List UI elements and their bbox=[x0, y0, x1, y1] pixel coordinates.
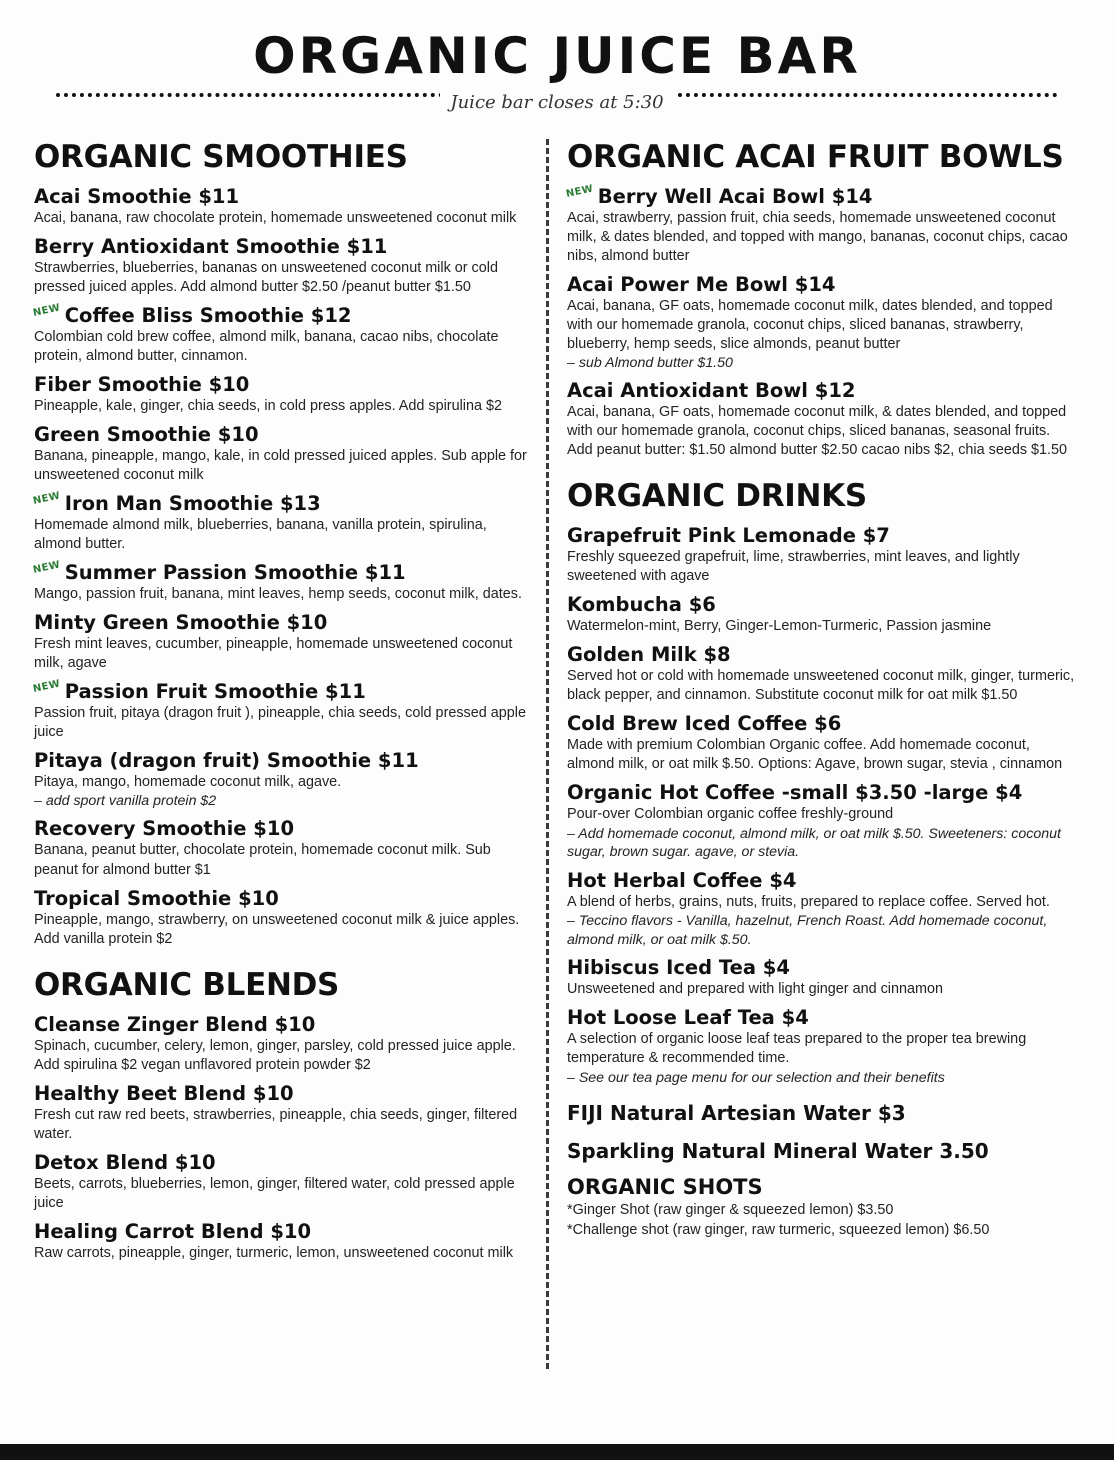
menu-item bbox=[567, 273, 1075, 373]
item-description: Homemade almond milk, blueberries, banana, vanilla protein, spirulina, almond butter. bbox=[34, 516, 487, 552]
item-description: Acai, banana, GF oats, homemade coconut milk, & dates blended, and topped with our homemade granola, coconut chips, sliced bananas, seasonal fruits. Add peanut butter: $1.50 almond butter $2.50 cacao nibs $2, chia seeds $1.50 bbox=[567, 404, 1068, 459]
menu-item bbox=[34, 235, 528, 297]
new-badge-icon: NEW bbox=[32, 302, 62, 320]
item-description: Pitaya, mango, homemade coconut milk, agave. bbox=[34, 773, 342, 790]
menu-item bbox=[567, 956, 1075, 999]
closing-time-note: Juice bar closes at 5:30 bbox=[440, 92, 673, 113]
new-badge-icon: NEW bbox=[32, 559, 62, 577]
footer-bar bbox=[0, 1444, 1114, 1460]
new-badge-icon: NEW bbox=[32, 490, 62, 508]
item-description: Fresh mint leaves, cucumber, pineapple, homemade unsweetened coconut milk, agave bbox=[34, 635, 513, 671]
left-column bbox=[34, 139, 546, 1270]
shot-line: *Ginger Shot (raw ginger & squeezed lemon) $3.50 bbox=[567, 1202, 894, 1219]
menu-item-sparkling-water: Sparkling Natural Mineral Water 3.50 bbox=[567, 1139, 989, 1164]
item-description: Passion fruit, pitaya (dragon fruit ), pineapple, chia seeds, cold pressed apple juice bbox=[34, 704, 526, 740]
item-name: Healthy Beet Blend $10 bbox=[34, 1081, 294, 1105]
right-column bbox=[563, 139, 1075, 1241]
item-name: Minty Green Smoothie $10 bbox=[34, 610, 328, 634]
menu-item bbox=[34, 373, 528, 416]
item-name: Grapefruit Pink Lemonade $7 bbox=[567, 524, 890, 548]
item-name: Berry Antioxidant Smoothie $11 bbox=[34, 234, 388, 258]
item-description: Unsweetened and prepared with light ginger and cinnamon bbox=[567, 981, 944, 998]
item-note: – See our tea page menu for our selection and their benefits bbox=[567, 1069, 945, 1086]
item-name-text: Summer Passion Smoothie $11 bbox=[64, 560, 406, 584]
item-description: Fresh cut raw red beets, strawberries, pineapple, chia seeds, ginger, filtered water. bbox=[34, 1106, 518, 1142]
item-description: Spinach, cucumber, celery, lemon, ginger, parsley, cold pressed juice apple. Add spirulina $2 vegan unflavored protein powder $2 bbox=[34, 1037, 516, 1073]
menu-item-fiji-water: FIJI Natural Artesian Water $3 bbox=[567, 1101, 906, 1126]
item-note: – Teccino flavors - Vanilla, hazelnut, French Roast. Add homemade coconut, almond milk, or oat milk $.50. bbox=[567, 912, 1048, 948]
item-description: Colombian cold brew coffee, almond milk, banana, cacao nibs, chocolate protein, almond butter, cinnamon. bbox=[34, 328, 499, 364]
menu-item bbox=[34, 561, 528, 604]
item-description: A blend of herbs, grains, nuts, fruits, prepared to replace coffee. Served hot. bbox=[567, 893, 1050, 910]
item-name: Organic Hot Coffee -small $3.50 -large $4 bbox=[567, 781, 1023, 805]
item-name bbox=[34, 304, 528, 327]
menu-item bbox=[34, 887, 528, 949]
item-name bbox=[567, 185, 1075, 208]
menu-item bbox=[567, 379, 1075, 460]
blends-list bbox=[34, 1013, 528, 1263]
item-name bbox=[34, 561, 528, 584]
shot-line: *Challenge shot (raw ginger, raw turmeric, squeezed lemon) $6.50 bbox=[567, 1221, 990, 1238]
item-name-text: Passion Fruit Smoothie $11 bbox=[64, 679, 366, 703]
item-name: Kombucha $6 bbox=[567, 593, 716, 617]
item-description: Acai, strawberry, passion fruit, chia seeds, homemade unsweetened coconut milk, & dates blended, and topped with mango, bananas, coconut chips, cacao nibs, almond butter bbox=[567, 209, 1068, 264]
item-name bbox=[34, 492, 528, 515]
menu-item bbox=[34, 185, 528, 228]
item-name: Hibiscus Iced Tea $4 bbox=[567, 956, 790, 980]
menu-item bbox=[567, 781, 1075, 861]
item-description: Strawberries, blueberries, bananas on unsweetened coconut milk or cold pressed juiced apples. Add almond butter $2.50 /peanut butter $1.50 bbox=[34, 259, 498, 295]
acai-bowls-list bbox=[567, 185, 1075, 461]
menu-item bbox=[567, 712, 1075, 774]
smoothies-list bbox=[34, 185, 528, 949]
section-title-shots: ORGANIC SHOTS bbox=[567, 1175, 763, 1200]
menu-header bbox=[0, 0, 1114, 115]
menu-columns bbox=[34, 139, 1080, 1369]
menu-item bbox=[567, 185, 1075, 266]
item-name: Cold Brew Iced Coffee $6 bbox=[567, 712, 842, 736]
item-name: Hot Herbal Coffee $4 bbox=[567, 868, 797, 892]
item-description: Made with premium Colombian Organic coffee. Add homemade coconut, almond milk, or oat milk $.50. Options: Agave, brown sugar, stevia , cinnamon bbox=[567, 737, 1063, 773]
section-title-drinks: ORGANIC DRINKS bbox=[567, 478, 867, 515]
menu-item bbox=[567, 1006, 1075, 1087]
item-description: Pineapple, kale, ginger, chia seeds, in cold press apples. Add spirulina $2 bbox=[34, 397, 502, 414]
item-description: Freshly squeezed grapefruit, lime, strawberries, mint leaves, and lightly sweetened with agave bbox=[567, 549, 1020, 585]
menu-item bbox=[34, 1151, 528, 1213]
item-description: Watermelon-mint, Berry, Ginger-Lemon-Turmeric, Passion jasmine bbox=[567, 618, 992, 635]
item-name: Acai Antioxidant Bowl $12 bbox=[567, 379, 856, 403]
menu-item bbox=[34, 304, 528, 366]
item-description: Banana, pineapple, mango, kale, in cold pressed juiced apples. Sub apple for unsweetened coconut milk bbox=[34, 447, 527, 483]
menu-item bbox=[34, 1220, 528, 1263]
item-name-text: Berry Well Acai Bowl $14 bbox=[597, 184, 873, 208]
new-badge-icon: NEW bbox=[32, 678, 62, 696]
menu-item bbox=[34, 817, 528, 879]
menu-item bbox=[34, 423, 528, 485]
item-name: Green Smoothie $10 bbox=[34, 422, 259, 446]
item-name: Cleanse Zinger Blend $10 bbox=[34, 1012, 316, 1036]
item-description: Pineapple, mango, strawberry, on unsweetened coconut milk & juice apples. Add vanilla protein $2 bbox=[34, 911, 520, 947]
item-name-text: Iron Man Smoothie $13 bbox=[64, 491, 321, 515]
item-name bbox=[34, 680, 528, 703]
menu-item bbox=[34, 611, 528, 673]
item-name: Tropical Smoothie $10 bbox=[34, 886, 279, 910]
section-title-smoothies: ORGANIC SMOOTHIES bbox=[34, 138, 408, 175]
menu-item bbox=[567, 524, 1075, 586]
item-description: Banana, peanut butter, chocolate protein, homemade coconut milk. Sub peanut for almond butter $1 bbox=[34, 842, 491, 878]
item-name: Fiber Smoothie $10 bbox=[34, 372, 250, 396]
item-description: Raw carrots, pineapple, ginger, turmeric, lemon, unsweetened coconut milk bbox=[34, 1244, 514, 1261]
item-description: Served hot or cold with homemade unsweetened coconut milk, ginger, turmeric, black pepper, and cinnamon. Substitute coconut milk for oat milk $1.50 bbox=[567, 668, 1075, 704]
item-name: Golden Milk $8 bbox=[567, 643, 731, 667]
item-name: Healing Carrot Blend $10 bbox=[34, 1219, 312, 1243]
menu-item bbox=[567, 593, 1075, 636]
item-description: Acai, banana, raw chocolate protein, homemade unsweetened coconut milk bbox=[34, 209, 517, 226]
section-title-blends: ORGANIC BLENDS bbox=[34, 966, 340, 1003]
item-name: Hot Loose Leaf Tea $4 bbox=[567, 1006, 809, 1030]
new-badge-icon: NEW bbox=[565, 183, 595, 200]
item-description: Beets, carrots, blueberries, lemon, ginger, filtered water, cold pressed apple juice bbox=[34, 1175, 515, 1211]
menu-item bbox=[34, 492, 528, 554]
item-name: Acai Power Me Bowl $14 bbox=[567, 272, 836, 296]
menu-item bbox=[567, 869, 1075, 949]
item-note: – add sport vanilla protein $2 bbox=[34, 792, 217, 809]
menu-item bbox=[34, 1013, 528, 1075]
item-name-text: Coffee Bliss Smoothie $12 bbox=[64, 303, 352, 327]
menu-item bbox=[34, 749, 528, 811]
item-description: Acai, banana, GF oats, homemade coconut milk, dates blended, and topped with our homemade granola, coconut chips, sliced bananas, strawberry, blueberry, hemp seeds, slice almonds, peanut butter bbox=[567, 297, 1053, 352]
menu-item bbox=[34, 1082, 528, 1144]
item-name: Pitaya (dragon fruit) Smoothie $11 bbox=[34, 748, 419, 772]
item-name: Acai Smoothie $11 bbox=[34, 184, 240, 208]
item-name: Recovery Smoothie $10 bbox=[34, 817, 295, 841]
item-description: A selection of organic loose leaf teas prepared to the proper tea brewing temperature & recommended time. bbox=[567, 1031, 1027, 1067]
item-note: – sub Almond butter $1.50 bbox=[567, 354, 733, 371]
section-title-acai-bowls: ORGANIC ACAI FRUIT BOWLS bbox=[567, 138, 1064, 175]
menu-item bbox=[567, 643, 1075, 705]
item-description: Mango, passion fruit, banana, mint leaves, hemp seeds, coconut milk, dates. bbox=[34, 585, 522, 602]
drinks-list bbox=[567, 524, 1075, 1163]
column-divider bbox=[546, 139, 549, 1369]
item-name: Detox Blend $10 bbox=[34, 1150, 216, 1174]
menu-item bbox=[34, 680, 528, 742]
page-title: ORGANIC JUICE BAR bbox=[253, 27, 861, 85]
item-note: – Add homemade coconut, almond milk, or oat milk $.50. Sweeteners: coconut sugar, brown sugar. agave, or stevia. bbox=[567, 825, 1061, 861]
item-description: Pour-over Colombian organic coffee freshly-ground bbox=[567, 806, 894, 823]
